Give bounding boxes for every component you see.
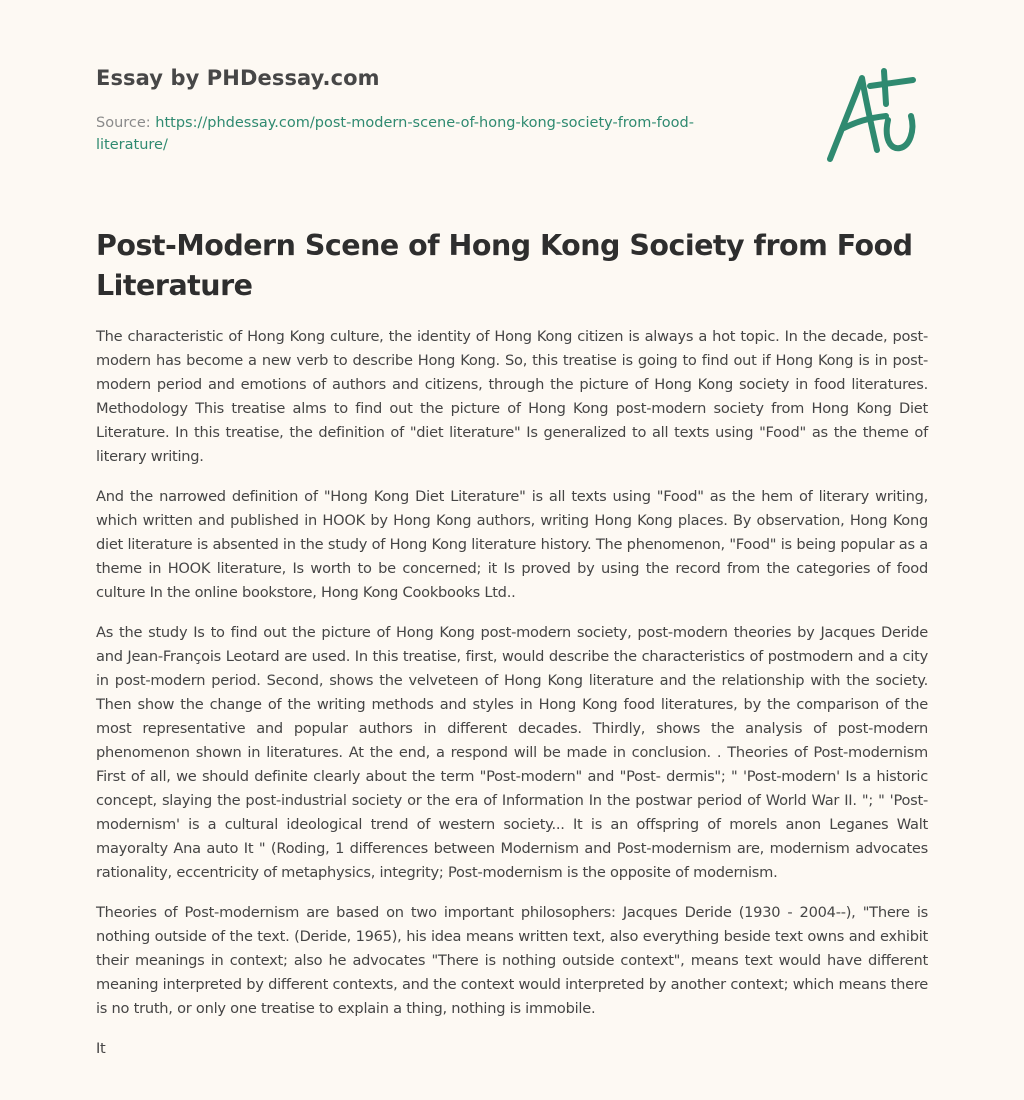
essay-page xyxy=(96,0,928,1057)
essay-paragraph-1: The characteristic of Hong Kong culture, the identity of Hong Kong citizen is always a hot topic. In the decade, post-modern has become a new verb to describe Hong Kong. So, this treatise is going to find out if Hong Kong is in post-modern period and emotions of authors and citizens, through the picture of Hong Kong society in food literatures. Methodology This treatise alms to find out the picture of Hong Kong post-modern society from Hong Kong Diet Literature. In this treatise, the definition of "diet literature" Is generalized to all texts using "Food" as the theme of literary writing. xyxy=(96,328,928,465)
essay-paragraph-5: It xyxy=(96,1040,106,1057)
essay-body xyxy=(96,325,928,1077)
source-label: Source: xyxy=(96,115,156,131)
source-link[interactable]: https://phdessay.com/post-modern-scene-of-hong-kong-society-from-food-literature/ xyxy=(96,115,694,153)
essay-title: Post-Modern Scene of Hong Kong Society from Food Literature xyxy=(96,229,913,302)
source-line xyxy=(96,112,746,156)
a-plus-grade-icon xyxy=(820,66,924,166)
essay-paragraph-3: As the study Is to find out the picture of Hong Kong post-modern society, post-modern theories by Jacques Deride and Jean-François Leotard are used. In this treatise, first, would describe the characteristics of postmodern and a city in post-modern period. Second, shows the velveteen of Hong Kong literature and the relationship with the society. Then show the change of the writing methods and styles in Hong Kong food literatures, by the comparison of the most representative and popular authors in different decades. Thirdly, shows the analysis of post-modern phenomenon shown in literatures. At the end, a respond will be made in conclusion. . Theories of Post-modernism First of all, we should definite clearly about the term "Post-modern" and "Post- dermis"; " 'Post-modern' Is a historic concept, slaying the post-industrial society or the era of Information In the postwar period of World War II. "; " 'Post- modernism' is a cultural ideological trend of western society... It is an offspring of morels anon Leganes Walt mayoralty Ana auto It " (Roding, 1 differences between Modernism and Post-modernism are, modernism advocates rationality, eccentricity of metaphysics, integrity; Post-modernism is the opposite of modernism. xyxy=(96,624,928,881)
page-header xyxy=(96,0,928,190)
essay-paragraph-2: And the narrowed definition of "Hong Kong Diet Literature" is all texts using "Food" as the hem of literary writing, which written and published in HOOK by Hong Kong authors, writing Hong Kong places. By observation, Hong Kong diet literature is absented in the study of Hong Kong literature history. The phenomenon, "Food" is being popular as a theme in HOOK literature, Is worth to be concerned; it Is proved by using the record from the categories of food culture In the online bookstore, Hong Kong Cookbooks Ltd.. xyxy=(96,488,928,601)
a-plus-logo-svg xyxy=(820,66,924,166)
site-title: Essay by PHDessay.com xyxy=(96,66,380,90)
essay-paragraph-4: Theories of Post-modernism are based on two important philosophers: Jacques Deride (1930 - 2004--), "There is nothing outside of the text. (Deride, 1965), his idea means written text, also everything beside text owns and exhibit their meanings in context; also he advocates "There is nothing outside context", means text would have different meaning interpreted by different contexts, and the context would interpreted by another context; which means there is no truth, or only one treatise to explain a thing, nothing is immobile. xyxy=(96,904,928,1017)
